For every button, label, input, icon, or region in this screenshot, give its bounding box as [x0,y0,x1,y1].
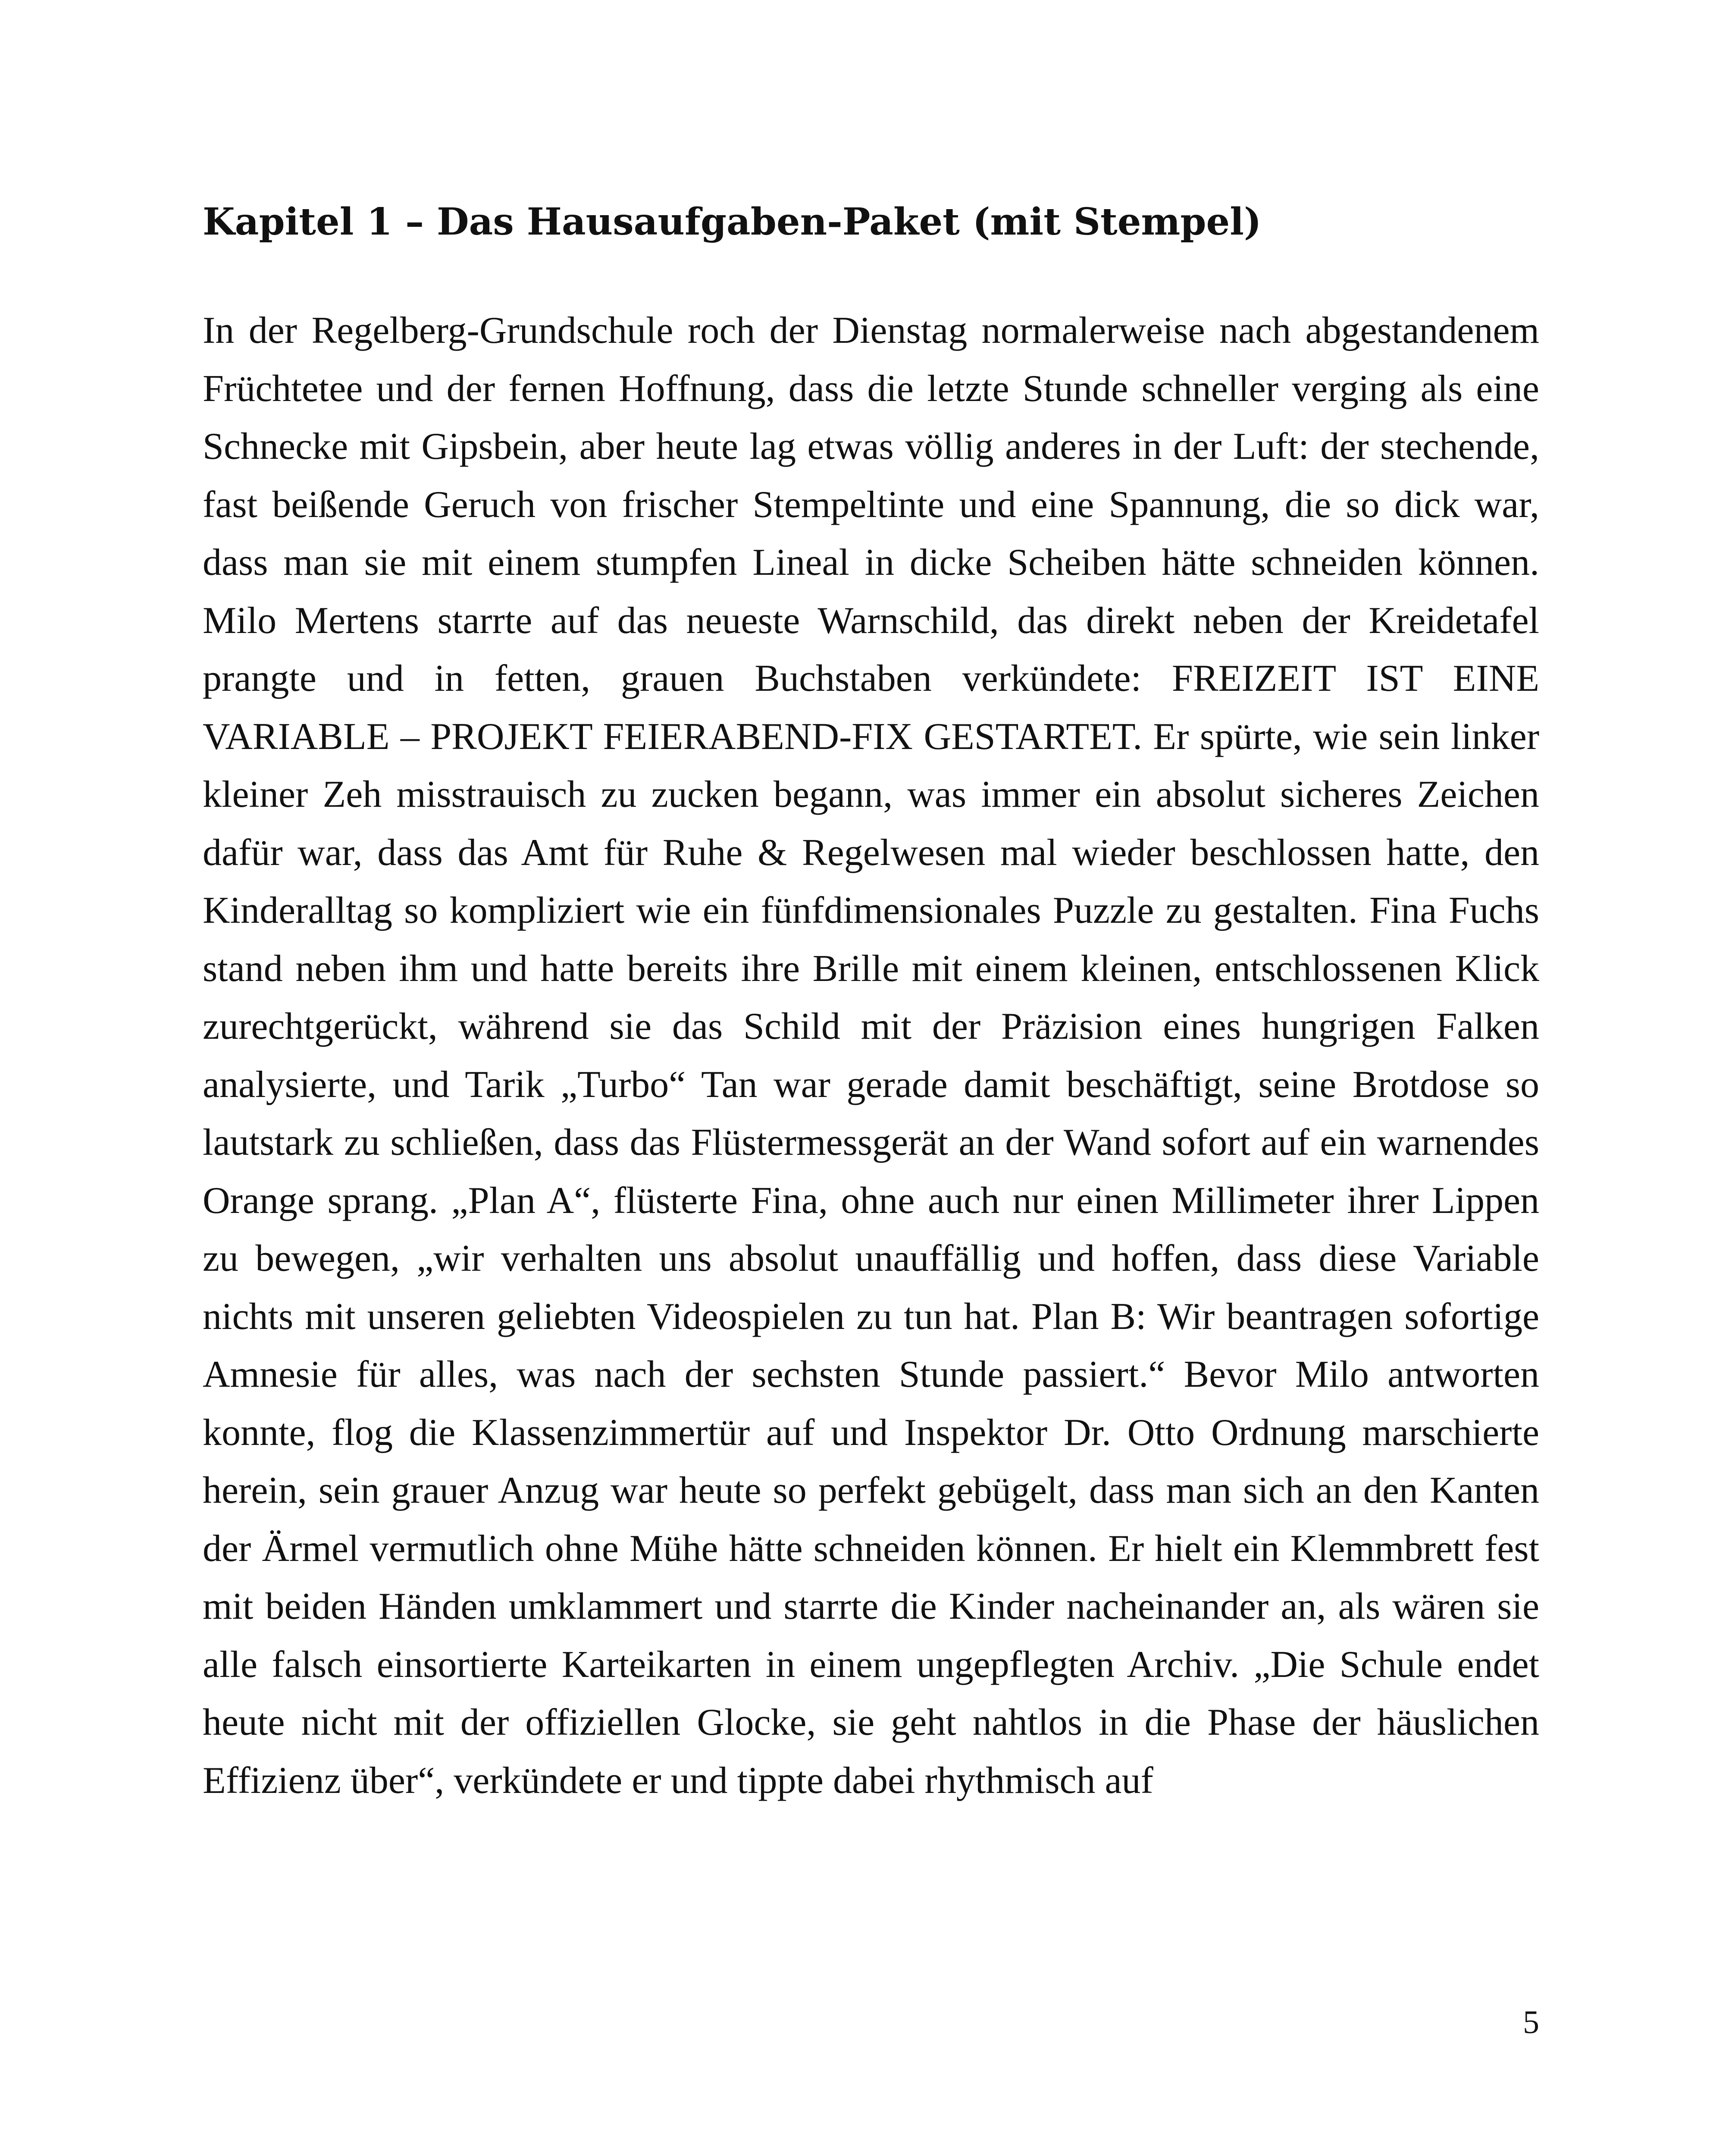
chapter-title: Kapitel 1 – Das Hausaufgaben-Paket (mit Stempel) [203,200,1262,244]
body-paragraph: In der Regelberg-Grundschule roch der Dienstag normalerweise nach abgestandenem Früchtetee und der fernen Hoffnung, dass die letzte Stunde schneller verging als eine Schnecke mit Gipsbein, aber heute lag etwas völlig anderes in der Luft: der stechende, fast beißende Geruch von frischer Stempeltinte und eine Spannung, die so dick war, dass man sie mit einem stumpfen Lineal in dicke Scheiben hätte schneiden können. Milo Mertens starrte auf das neueste Warnschild, das direkt neben der Kreidetafel prangte und in fetten, grauen Buchstaben verkündete: FREIZEIT IST EINE VARIABLE – PROJEKT FEIERABEND-FIX GESTARTET. Er spürte, wie sein linker kleiner Zeh misstrauisch zu zucken begann, was immer ein absolut sicheres Zeichen dafür war, dass das Amt für Ruhe & Regelwesen mal wieder beschlossen hatte, den Kinderalltag so kompliziert wie ein fünfdimensionales Puzzle zu gestalten. Fina Fuchs stand neben ihm und hatte bereits ihre Brille mit einem kleinen, entschlossenen Klick zurechtgerückt, während sie das Schild mit der Präzision eines hungrigen Falken analysierte, und Tarik „Turbo“ Tan war gerade damit beschäftigt, seine Brotdose so lautstark zu schließen, dass das Flüstermessgerät an der Wand sofort auf ein warnendes Orange sprang. „Plan A“, flüsterte Fina, ohne auch nur einen Millimeter ihrer Lippen zu bewegen, „wir verhalten uns absolut unauffällig und hoffen, dass diese Variable nichts mit unseren geliebten Videospielen zu tun hat. Plan B: Wir beantragen sofortige Amnesie für alles, was nach der sechsten Stunde passiert.“ Bevor Milo antworten konnte, flog die Klassenzimmertür auf und Inspektor Dr. Otto Ordnung marschierte herein, sein grauer Anzug war heute so perfekt gebügelt, dass man sich an den Kanten der Ärmel vermutlich ohne Mühe hätte schneiden können. Er hielt ein Klemmbrett fest mit beiden Händen umklammert und starrte die Kinder nacheinander an, als wären sie alle falsch einsortierte Karteikarten in einem ungepflegten Archiv. „Die Schule endet heute nicht mit der offiziellen Glocke, sie geht nahtlos in die Phase der häuslichen Effizienz über“, verkündete er und tippte dabei rhythmisch auf [203,310,1539,1802]
page-number: 5 [1523,2004,1539,2040]
